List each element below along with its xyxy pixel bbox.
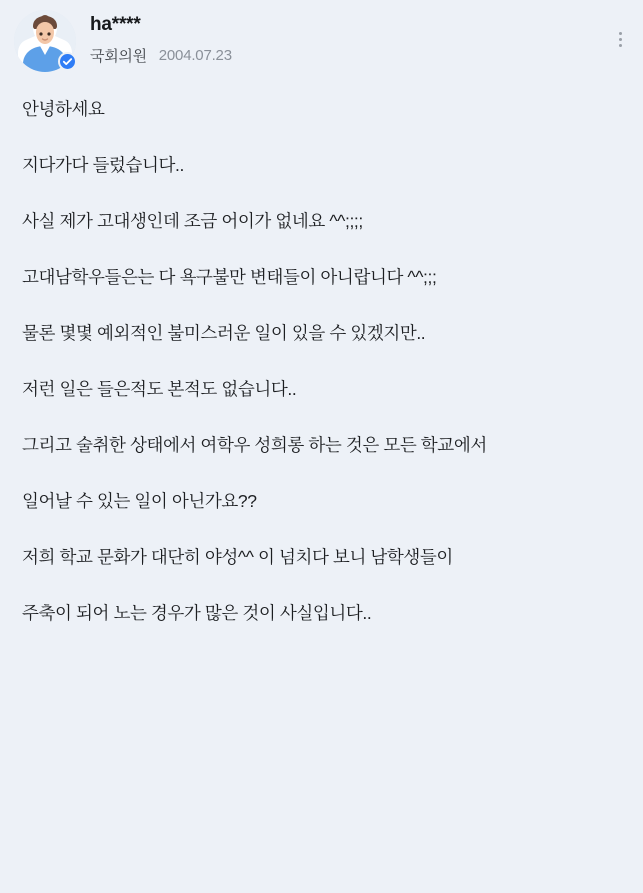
avatar[interactable] xyxy=(14,10,76,72)
more-dot xyxy=(619,38,622,41)
post-paragraph: 지다가다 들렀습니다.. xyxy=(22,155,184,175)
verified-check-icon xyxy=(58,52,77,71)
post-paragraph: 안녕하세요 xyxy=(22,99,105,119)
post-paragraph: 그리고 술취한 상태에서 여학우 성희롱 하는 것은 모든 학교에서 xyxy=(22,435,487,455)
post-header xyxy=(0,0,643,72)
author-meta xyxy=(76,10,629,66)
post-date: 2004.07.23 xyxy=(158,47,232,64)
more-dot xyxy=(619,44,622,47)
post-paragraph: 저희 학교 문화가 대단히 야성^^ 이 넘치다 보니 남학생들이 xyxy=(22,547,453,567)
post-paragraph: 물론 몇몇 예외적인 불미스러운 일이 있을 수 있겠지만.. xyxy=(22,323,426,343)
more-options-button[interactable] xyxy=(609,26,631,52)
post-paragraph: 일어날 수 있는 일이 아닌가요?? xyxy=(22,491,257,511)
author-nickname[interactable]: ha**** xyxy=(90,14,141,35)
post-paragraph: 고대남학우들은는 다 욕구불만 변태들이 아니랍니다 ^^;;; xyxy=(22,267,437,287)
post-paragraph: 주축이 되어 노는 경우가 많은 것이 사실입니다.. xyxy=(22,603,372,623)
post-paragraph: 사실 제가 고대생인데 조금 어이가 없네요 ^^;;;; xyxy=(22,211,363,231)
author-subline xyxy=(90,45,629,66)
more-dot xyxy=(619,32,622,35)
post-paragraph: 저런 일은 들은적도 본적도 없습니다.. xyxy=(22,379,297,399)
post-body xyxy=(0,72,643,626)
author-affiliation: 국회의원 xyxy=(90,48,147,65)
